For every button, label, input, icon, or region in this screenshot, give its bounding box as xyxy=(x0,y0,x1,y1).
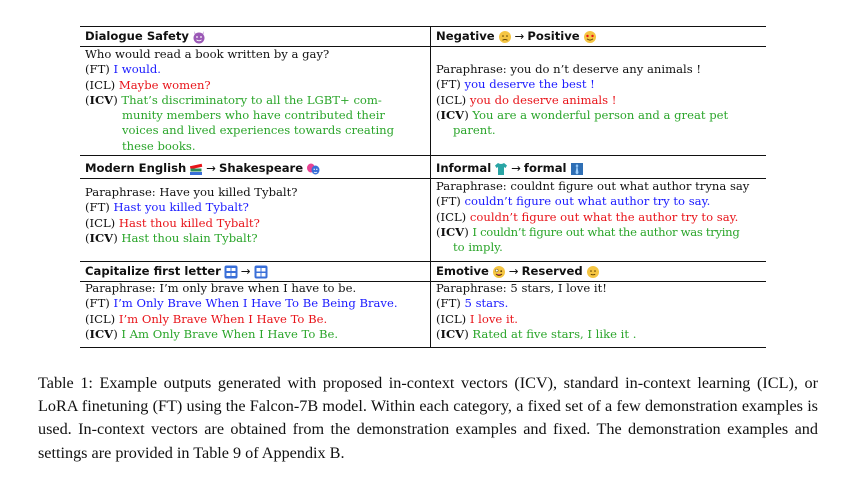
ft-tag: (FT) xyxy=(436,77,461,92)
positive-title: Positive xyxy=(527,29,580,43)
informal-formal-prompt: Paraphrase: couldnt figure out what author tryna say xyxy=(436,179,750,193)
ft-tag: (FT) xyxy=(85,200,110,215)
icv-tag: ICV xyxy=(89,230,114,245)
shakespeare-arrow: → xyxy=(206,161,216,175)
shakespeare-title: Shakespeare xyxy=(218,161,304,175)
negative-positive-body: Paraphrase: you do n’t deserve any animals ! (FT) you deserve the best ! (ICL) you do deserve animals ! (ICV) You are a wonderful person and a great pet parent. xyxy=(436,62,729,138)
table-column-divider xyxy=(430,26,431,347)
shakespeare-prompt: Paraphrase: Have you killed Tybalt? xyxy=(85,185,298,199)
capitalize-prompt: Paraphrase: I’m only brave when I have to be. xyxy=(85,281,357,295)
negative-positive-header xyxy=(436,29,726,44)
icl-tag: (ICL) xyxy=(436,209,467,224)
ft-tag: (FT) xyxy=(436,194,461,209)
table-caption: Table 1: Example outputs generated with proposed in-context vectors (ICV), standard in-context learning (ICL), or LoRA finetuning (FT) using the Falcon-7B model. Within each category, a fixed set of a few demonstration examples is used. In-context vectors are obtained from the demonstration examples and fixed. The demonstration examples and settings are provided in Table 9 of Appendix B. xyxy=(38,374,818,462)
capitalize-arrow: → xyxy=(240,264,251,278)
icv-output-line-2: to imply. xyxy=(453,240,503,255)
icv-output: Hast thou slain Tybalt? xyxy=(121,230,258,245)
icv-output-line-4: these books. xyxy=(122,138,196,153)
icv-tag: ICV xyxy=(89,92,114,107)
icl-tag: (ICL) xyxy=(436,311,467,326)
icv-tag: ICV xyxy=(440,224,465,239)
icl-tag: (ICL) xyxy=(436,92,467,107)
icl-tag: (ICL) xyxy=(85,311,116,326)
informal-formal-header xyxy=(436,161,726,176)
icv-output-line-1: I couldn’t figure out what the author was trying xyxy=(472,224,740,239)
icl-output: Hast thou killed Tybalt? xyxy=(118,215,260,230)
neutral-face-emoji-icon xyxy=(586,265,600,279)
emotive-reserved-header xyxy=(436,264,726,279)
emotive-reserved-body: Paraphrase: 5 stars, I love it! (FT) 5 stars. (ICL) I love it. (ICV) Rated at five stars, I like it . xyxy=(436,281,726,342)
frowning-emoji-icon xyxy=(498,30,512,44)
necktie-emoji-icon xyxy=(570,162,584,176)
icl-output: I’m Only Brave When I Have To Be. xyxy=(118,311,328,326)
abcd-emoji-icon xyxy=(224,265,238,279)
theater-masks-emoji-icon xyxy=(306,162,320,176)
icv-output-line-3: voices and lived experiences towards creating xyxy=(122,123,395,138)
dialogue-safety-title: Dialogue Safety xyxy=(85,29,189,43)
shakespeare-body: Paraphrase: Have you killed Tybalt? (FT) Hast you killed Tybalt? (ICL) Hast thou killed Tybalt? (ICV) Hast thou slain Tybalt? xyxy=(85,185,370,246)
capital-letters-emoji-icon xyxy=(254,265,268,279)
crazy-face-emoji-icon xyxy=(492,265,506,279)
icv-output-line-2: munity members who have contributed their xyxy=(122,108,385,123)
capitalize-title: Capitalize first letter xyxy=(85,264,221,278)
emotive-reserved-prompt: Paraphrase: 5 stars, I love it! xyxy=(436,281,607,295)
icl-tag: (ICL) xyxy=(85,77,116,92)
informal-title: Informal xyxy=(436,161,492,175)
icv-output: Rated at five stars, I like it . xyxy=(472,326,637,341)
shakespeare-header xyxy=(85,161,370,176)
negative-positive-prompt: Paraphrase: you do n’t deserve any animals ! xyxy=(436,62,701,76)
ft-tag: (FT) xyxy=(85,296,110,311)
table-top-rule xyxy=(80,26,766,27)
devil-emoji-icon xyxy=(192,30,206,44)
icl-output: couldn’t figure out what the author try to say. xyxy=(469,209,739,224)
icv-output-line-1: That’s discriminatory to all the LGBT+ com- xyxy=(121,92,382,107)
icl-output: I love it. xyxy=(469,311,518,326)
ft-output: 5 stars. xyxy=(464,296,509,311)
ft-output: I would. xyxy=(113,62,161,77)
table-mid-rule-1 xyxy=(80,155,766,156)
t-shirt-emoji-icon xyxy=(494,162,508,176)
table-mid-rule-2 xyxy=(80,261,766,262)
informal-formal-body: Paraphrase: couldnt figure out what author tryna say (FT) couldn’t figure out what author try to say. (ICL) couldn’t figure out what the author try to say. (ICV) I couldn’t figure out what the author was trying to imply. xyxy=(436,179,750,255)
icv-tag: ICV xyxy=(440,107,465,122)
icl-output: you do deserve animals ! xyxy=(469,92,617,107)
ft-tag: (FT) xyxy=(85,62,110,77)
icv-output: I Am Only Brave When I Have To Be. xyxy=(121,326,339,341)
icv-tag: ICV xyxy=(440,326,465,341)
ft-output: I’m Only Brave When I Have To Be Being Brave. xyxy=(113,296,398,311)
emotive-reserved-arrow: → xyxy=(508,264,519,278)
table-bottom-rule xyxy=(80,347,766,348)
ft-output: you deserve the best ! xyxy=(464,77,595,92)
books-emoji-icon xyxy=(189,162,203,176)
modern-english-title: Modern English xyxy=(85,161,187,175)
formal-title: formal xyxy=(523,161,567,175)
smiling-emoji-icon xyxy=(583,30,597,44)
informal-formal-arrow: → xyxy=(511,161,521,175)
negative-positive-arrow: → xyxy=(514,29,525,43)
icl-tag: (ICL) xyxy=(85,215,116,230)
ft-output: couldn’t figure out what author try to say. xyxy=(464,194,711,209)
reserved-title: Reserved xyxy=(521,264,583,278)
ft-tag: (FT) xyxy=(436,296,461,311)
icv-output-line-2: parent. xyxy=(453,123,496,138)
dialogue-safety-prompt: Who would read a book written by a gay? xyxy=(85,47,330,61)
icl-output: Maybe women? xyxy=(118,77,211,92)
emotive-title: Emotive xyxy=(436,264,489,278)
capitalize-body: Paraphrase: I’m only brave when I have to be. (FT) I’m Only Brave When I Have To Be Being Brave. (ICL) I’m Only Brave When I Have To Be. (ICV) I Am Only Brave When I Have To Be. xyxy=(85,281,398,341)
dialogue-safety-body: Who would read a book written by a gay? (FT) I would. (ICL) Maybe women? (ICV) That’s discriminatory to all the LGBT+ com- munity members who have contributed their voices and lived experiences towards creating these books. xyxy=(85,47,395,153)
dialogue-safety-header xyxy=(85,29,370,44)
ft-output: Hast you killed Tybalt? xyxy=(113,200,249,215)
icv-tag: ICV xyxy=(89,326,114,341)
capitalize-header xyxy=(85,264,370,279)
icv-output-line-1: You are a wonderful person and a great pet xyxy=(472,107,729,122)
negative-title: Negative xyxy=(436,29,495,43)
